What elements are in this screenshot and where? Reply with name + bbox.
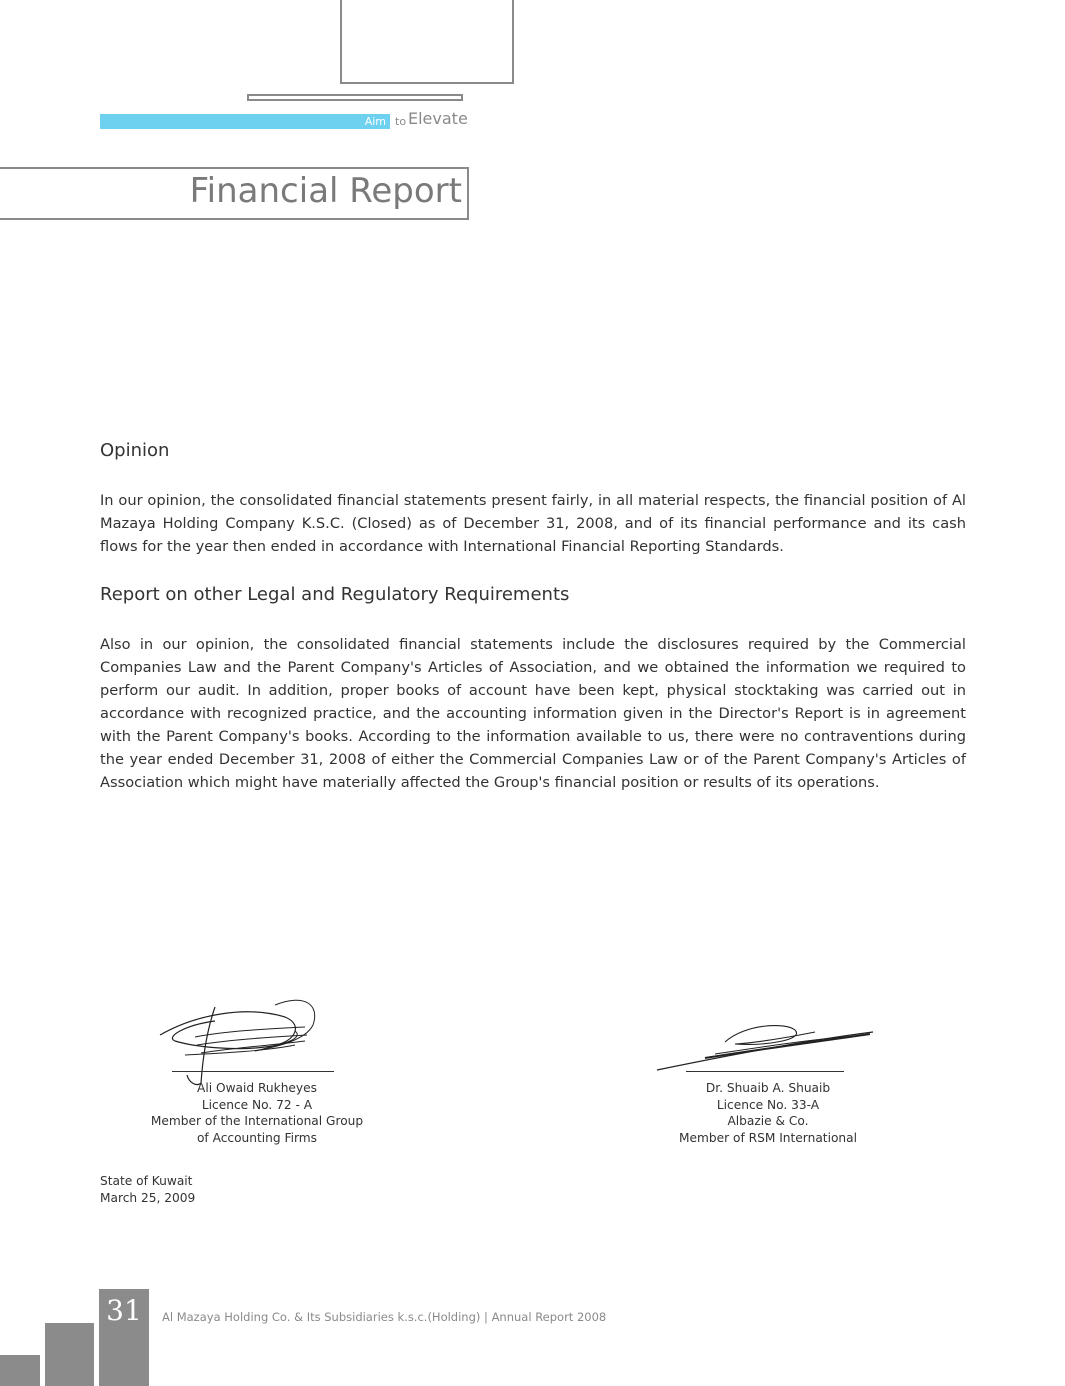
signatory-right-firm: Albazie & Co. xyxy=(727,1114,809,1129)
page-title: Financial Report xyxy=(189,171,462,211)
signatory-right xyxy=(640,1080,896,1146)
signatory-left-affiliation-2: of Accounting Firms xyxy=(196,1130,318,1145)
place: State of Kuwait xyxy=(100,1174,193,1188)
signatory-left-licence: Licence No. 72 - A xyxy=(201,1097,313,1112)
signatory-left-name: Ali Owaid Rukheyes xyxy=(197,1081,317,1095)
page-number: 31 xyxy=(106,1294,142,1327)
place-and-date xyxy=(100,1173,195,1206)
date: March 25, 2009 xyxy=(100,1190,196,1205)
footer-bar-medium xyxy=(45,1323,94,1386)
signature-left-image xyxy=(155,995,325,1090)
tagline-to: to xyxy=(395,115,407,128)
opinion-heading: Opinion xyxy=(100,440,170,461)
footer-text: Al Mazaya Holding Co. & Its Subsidiaries k.s.c.(Holding) | Annual Report 2008 xyxy=(162,1310,607,1324)
signature-line-left xyxy=(172,1071,334,1072)
header-decoration-box xyxy=(340,0,514,84)
signature-right-image xyxy=(655,1020,877,1075)
footer-bar-small xyxy=(0,1355,40,1386)
signature-line-right xyxy=(686,1071,844,1072)
tagline-aim: Aim xyxy=(364,115,386,128)
legal-requirements-paragraph: Also in our opinion, the consolidated financial statements include the disclosures required by the Commercial Companies Law and the Parent Company's Articles of Association, and we obtained the information we required to perform our audit. In addition, proper books of account have been kept, physical stocktaking was carried out in accordance with recognized practice, and the accounting information given in the Director's Report is in agreement with the Parent Company's books. According to the information available to us, there were no contraventions during the year ended December 31, 2008 of either the Commercial Companies Law or of the Parent Company's Articles of Association which might have materially affected the Group's financial position or results of its operations. xyxy=(100,636,966,791)
opinion-paragraph: In our opinion, the consolidated financial statements present fairly, in all material respects, the financial position of Al Mazaya Holding Company K.S.C. (Closed) as of December 31, 2008, and of its financial performance and its cash flows for the year then ended in accordance with International Financial Reporting Standards. xyxy=(100,492,966,555)
signatory-right-name: Dr. Shuaib A. Shuaib xyxy=(705,1081,831,1095)
signatory-right-licence: Licence No. 33-A xyxy=(716,1097,820,1112)
legal-requirements-heading: Report on other Legal and Regulatory Requirements xyxy=(100,584,570,605)
signatory-left-affiliation-1: Member of the International Group xyxy=(150,1114,364,1129)
tagline-elevate: Elevate xyxy=(408,109,468,128)
signatory-left xyxy=(130,1080,384,1146)
signatory-right-affiliation: Member of RSM International xyxy=(678,1130,857,1145)
header-decoration-bar xyxy=(247,94,463,101)
